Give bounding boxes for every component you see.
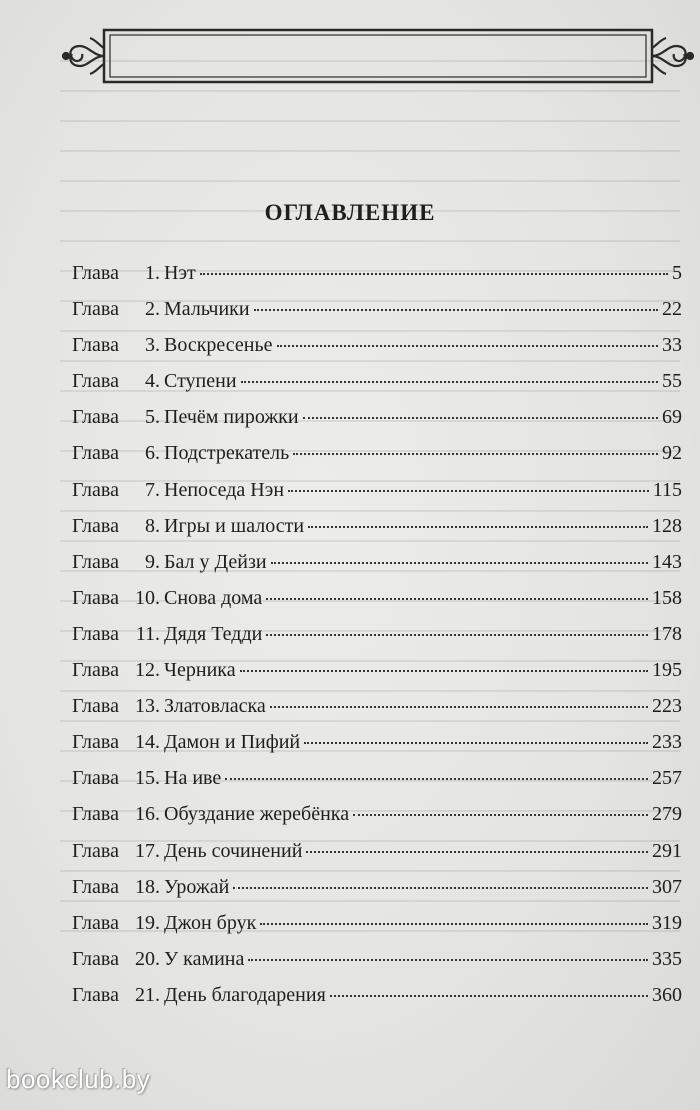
leader-dots bbox=[303, 417, 658, 419]
chapter-word: Глава bbox=[72, 839, 119, 862]
page-number: 128 bbox=[652, 514, 682, 537]
chapter-word: Глава bbox=[72, 370, 119, 393]
site-watermark: bookclub.by bbox=[6, 1064, 151, 1094]
leader-dots bbox=[308, 526, 648, 528]
page-number: 307 bbox=[652, 875, 682, 898]
chapter-word: Глава bbox=[72, 442, 119, 465]
chapter-number: 13. bbox=[135, 695, 160, 718]
page-number: 143 bbox=[652, 550, 682, 573]
chapter-title: Ступени bbox=[164, 370, 237, 393]
page-number: 223 bbox=[652, 695, 682, 718]
chapter-number: 1. bbox=[145, 262, 160, 284]
chapter-title: Подстрекатель bbox=[164, 442, 290, 465]
page-number: 178 bbox=[652, 622, 682, 645]
page-number: 279 bbox=[652, 803, 682, 826]
toc-entry bbox=[72, 334, 682, 370]
leader-dots bbox=[277, 345, 658, 347]
toc-entry bbox=[72, 406, 682, 442]
page-number: 319 bbox=[652, 911, 682, 934]
toc-entry bbox=[72, 659, 682, 695]
leader-dots bbox=[248, 959, 648, 961]
page-number: 22 bbox=[662, 298, 682, 321]
toc-entry bbox=[72, 912, 682, 948]
chapter-word: Глава bbox=[72, 262, 119, 284]
page-number: 5 bbox=[672, 262, 682, 284]
leader-dots bbox=[266, 634, 648, 636]
chapter-word: Глава bbox=[72, 334, 119, 357]
chapter-number: 7. bbox=[145, 478, 160, 501]
chapter-number: 5. bbox=[145, 406, 160, 429]
page-number: 115 bbox=[652, 478, 682, 501]
chapter-word: Глава bbox=[72, 911, 119, 934]
leader-dots bbox=[306, 851, 648, 853]
chapter-title: Снова дома bbox=[164, 586, 263, 609]
toc-entry bbox=[72, 984, 682, 1020]
chapter-word: Глава bbox=[72, 622, 119, 645]
chapter-title: У камина bbox=[164, 947, 245, 970]
chapter-title: Непоседа Нэн bbox=[164, 478, 285, 501]
toc-entry bbox=[72, 298, 682, 334]
toc-entry bbox=[72, 262, 682, 298]
chapter-title: День сочинений bbox=[164, 839, 303, 862]
toc-entry bbox=[72, 587, 682, 623]
chapter-word: Глава bbox=[72, 947, 119, 970]
leader-dots bbox=[254, 309, 658, 311]
leader-dots bbox=[304, 742, 648, 744]
chapter-word: Глава bbox=[72, 659, 119, 682]
page-number: 195 bbox=[652, 659, 682, 682]
chapter-title: Бал у Дейзи bbox=[164, 550, 267, 573]
chapter-number: 17. bbox=[135, 839, 160, 862]
toc-entry bbox=[72, 767, 682, 803]
chapter-title: Дядя Тедди bbox=[164, 622, 263, 645]
page-number: 257 bbox=[652, 767, 682, 790]
chapter-word: Глава bbox=[72, 875, 119, 898]
ornamental-header-frame bbox=[60, 16, 696, 96]
chapter-number: 18. bbox=[135, 875, 160, 898]
chapter-title: Воскресенье bbox=[164, 334, 273, 357]
leader-dots bbox=[270, 706, 648, 708]
leader-dots bbox=[293, 453, 658, 455]
toc-entry bbox=[72, 515, 682, 551]
toc-heading: ОГЛАВЛЕНИЕ bbox=[264, 200, 436, 225]
toc-entry bbox=[72, 479, 682, 515]
chapter-title: Обуздание жеребёнка bbox=[164, 803, 350, 826]
chapter-title: Мальчики bbox=[164, 298, 250, 321]
toc-entry bbox=[72, 948, 682, 984]
chapter-number: 19. bbox=[135, 911, 160, 934]
chapter-number: 6. bbox=[145, 442, 160, 465]
chapter-word: Глава bbox=[72, 406, 119, 429]
chapter-word: Глава bbox=[72, 767, 119, 790]
chapter-number: 10. bbox=[135, 586, 160, 609]
toc-list bbox=[72, 262, 682, 1020]
toc-entry bbox=[72, 695, 682, 731]
page-number: 335 bbox=[652, 947, 682, 970]
chapter-number: 8. bbox=[145, 514, 160, 537]
toc-entry bbox=[72, 623, 682, 659]
left-scroll-ornament bbox=[63, 38, 104, 74]
leader-dots bbox=[271, 562, 648, 564]
chapter-word: Глава bbox=[72, 586, 119, 609]
leader-dots bbox=[225, 778, 648, 780]
leader-dots bbox=[260, 923, 648, 925]
chapter-word: Глава bbox=[72, 514, 119, 537]
page-number: 291 bbox=[652, 839, 682, 862]
chapter-number: 21. bbox=[135, 983, 160, 1006]
chapter-number: 11. bbox=[135, 622, 160, 645]
toc-entry bbox=[72, 551, 682, 587]
chapter-number: 2. bbox=[145, 298, 160, 321]
chapter-number: 9. bbox=[145, 550, 160, 573]
chapter-word: Глава bbox=[72, 695, 119, 718]
chapter-word: Глава bbox=[72, 731, 119, 754]
ornament-frame-svg bbox=[60, 16, 696, 96]
leader-dots bbox=[288, 490, 649, 492]
toc-entry bbox=[72, 840, 682, 876]
page-number: 55 bbox=[662, 370, 682, 393]
page-number: 360 bbox=[652, 983, 682, 1006]
chapter-number: 15. bbox=[135, 767, 160, 790]
chapter-word: Глава bbox=[72, 803, 119, 826]
chapter-title: На иве bbox=[164, 767, 222, 790]
chapter-number: 16. bbox=[135, 803, 160, 826]
leader-dots bbox=[353, 814, 648, 816]
toc-entry bbox=[72, 442, 682, 478]
leader-dots bbox=[266, 598, 648, 600]
leader-dots bbox=[200, 273, 668, 275]
toc-entry bbox=[72, 803, 682, 839]
chapter-title: Игры и шалости bbox=[164, 514, 305, 537]
chapter-title: Урожай bbox=[164, 875, 230, 898]
toc-entry bbox=[72, 731, 682, 767]
leader-dots bbox=[330, 995, 648, 997]
page-number: 33 bbox=[662, 334, 682, 357]
chapter-title: Златовласка bbox=[164, 695, 266, 718]
chapter-word: Глава bbox=[72, 298, 119, 321]
chapter-title: Нэт bbox=[164, 262, 196, 284]
leader-dots bbox=[240, 670, 648, 672]
chapter-title: День благодарения bbox=[164, 983, 326, 1006]
chapter-word: Глава bbox=[72, 983, 119, 1006]
page-number: 158 bbox=[652, 586, 682, 609]
page-number: 233 bbox=[652, 731, 682, 754]
chapter-title: Печём пирожки bbox=[164, 406, 299, 429]
toc-entry bbox=[72, 876, 682, 912]
chapter-title: Джон брук bbox=[164, 911, 257, 934]
page-number: 92 bbox=[662, 442, 682, 465]
chapter-number: 3. bbox=[145, 334, 160, 357]
leader-dots bbox=[241, 381, 658, 383]
chapter-number: 12. bbox=[135, 659, 160, 682]
chapter-number: 14. bbox=[135, 731, 160, 754]
leader-dots bbox=[233, 887, 648, 889]
chapter-title: Дамон и Пифий bbox=[164, 731, 301, 754]
right-scroll-ornament bbox=[652, 38, 693, 74]
chapter-word: Глава bbox=[72, 550, 119, 573]
chapter-number: 20. bbox=[135, 947, 160, 970]
chapter-word: Глава bbox=[72, 478, 119, 501]
chapter-title: Черника bbox=[164, 659, 236, 682]
chapter-number: 4. bbox=[145, 370, 160, 393]
page-number: 69 bbox=[662, 406, 682, 429]
toc-entry bbox=[72, 370, 682, 406]
